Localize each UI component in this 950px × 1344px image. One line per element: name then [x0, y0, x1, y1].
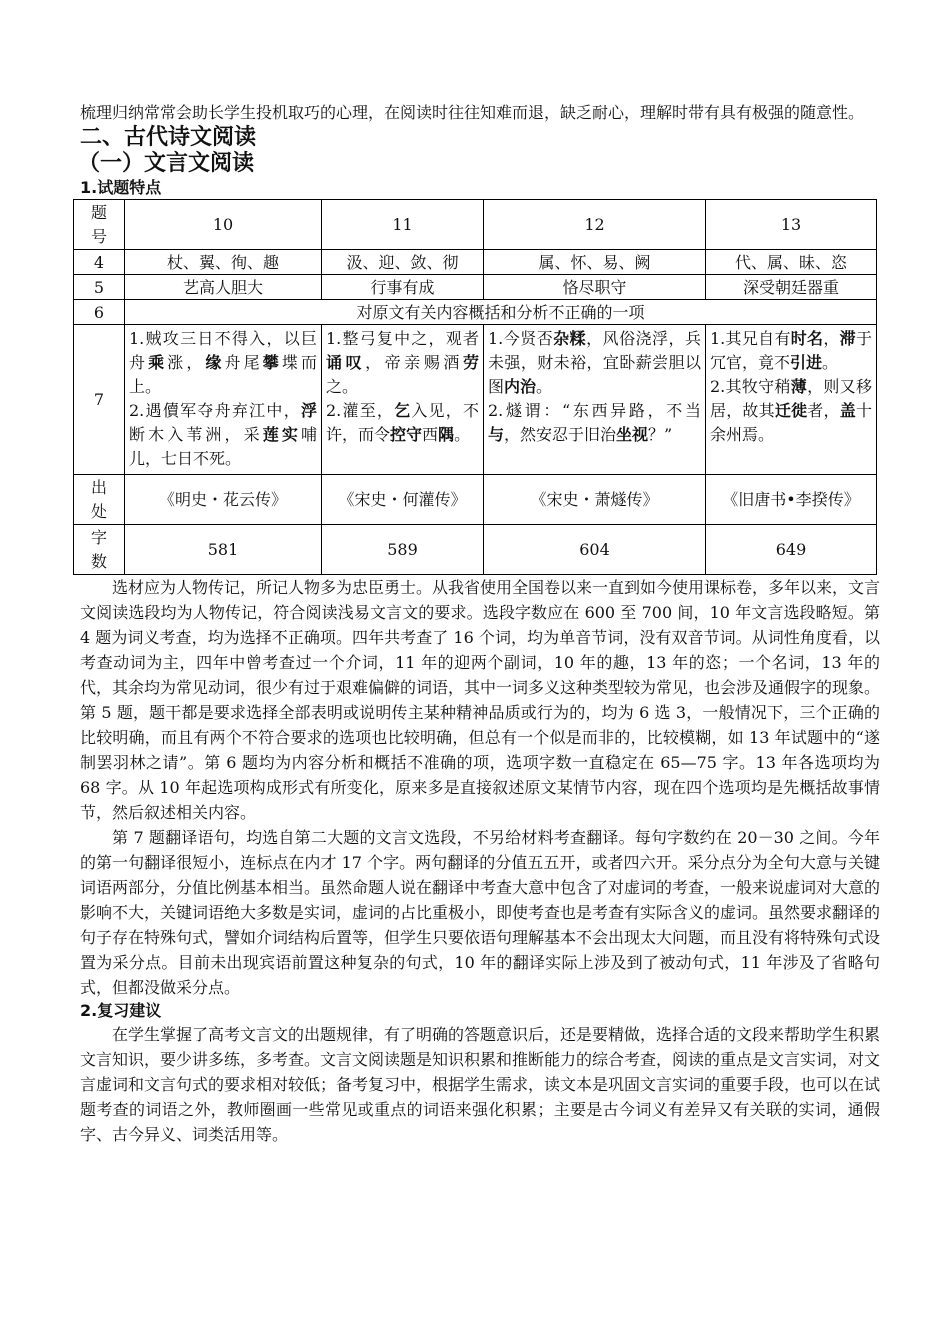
column-header: 11 — [322, 200, 484, 250]
header-label-cell — [74, 200, 125, 250]
section-title: 二、古代诗文阅读 — [80, 125, 257, 150]
table-cell: 《宋史・何灌传》 — [322, 475, 484, 525]
heading-suggestions: 2.复习建议 — [80, 1001, 162, 1020]
table-cell: 604 — [484, 525, 706, 575]
row-label: 4 — [74, 250, 125, 275]
subsection-title: （一）文言文阅读 — [78, 151, 255, 176]
body-paragraph: 在学生掌握了高考文言文的出题规律，有了明确的答题意识后，还是要精做，选择合适的文段来帮助学生积累文言知识，要少讲多练，多考查。文言文阅读题是知识积累和推断能力的综合考查，阅读的重点是文言实词，对文言虚词和文言句式的要求相对较低；备考复习中，根据学生需求，读文本是巩固文言实词的重要手段，也可以在试题考查的词语之外，教师圈画一些常见或重点的词语来强化积累；主要是古今词义有差异又有关联的实词，通假字、古今异义、词类活用等。 — [80, 1025, 881, 1144]
bold-keyword: 诵叹 — [326, 353, 366, 372]
table-cell: 《旧唐书•李揆传》 — [706, 475, 877, 525]
table-row-header — [74, 200, 877, 250]
table-cell: 艺高人胆大 — [125, 275, 322, 300]
bold-keyword: 时名 — [790, 329, 824, 348]
table-cell: 《宋史・萧燧传》 — [484, 475, 706, 525]
count-label: 字 数 — [90, 527, 107, 571]
table-row-5 — [74, 275, 877, 300]
exam-features-table — [73, 199, 877, 575]
bold-keyword: 缘 — [205, 353, 225, 372]
table-cell: 深受朝廷器重 — [706, 275, 877, 300]
column-header: 10 — [125, 200, 322, 250]
translation-cell: 1.整弓复中之，观者诵叹，帝亲赐酒劳之。 2.灌至，乞入见，不许，而令控守西隅。 — [322, 325, 484, 475]
table-cell: 行事有成 — [322, 275, 484, 300]
bold-keyword: 迁徙 — [774, 401, 808, 420]
table-row-7 — [74, 325, 877, 475]
bold-keyword: 乘 — [148, 353, 168, 372]
table-cell: 《明史・花云传》 — [125, 475, 322, 525]
table-row-6 — [74, 300, 877, 325]
source-label-cell — [74, 475, 125, 525]
bold-keyword: 坐视 — [616, 425, 649, 444]
column-header: 12 — [484, 200, 706, 250]
bold-keyword: 盖 — [839, 401, 856, 420]
row-label: 7 — [74, 325, 125, 475]
translation-cell: 1.其兄自有时名，滞于冗官，竟不引进。 2.其牧守稍薄，则又移居，故其迁徙者，盖十余州焉。 — [706, 325, 877, 475]
table-cell: 581 — [125, 525, 322, 575]
body-paragraph: 第 7 题翻译语句，均选自第二大题的文言文选段，不另给材料考查翻译。每句字数约在 20－30 之间。今年的第一句翻译很短小，连标点在内才 17 个字。两句翻译的分值五五开，或者四六开。采分点分为全句大意与关键词语两部分，分值比例基本相当。虽然命题人说在翻译中考查大意中包含了对虚词的考查，一般来说虚词对大意的影响不大，关键词语绝大多数是实词，虚词的占比重极小，即使考查也是考查有实际含义的虚词。虽然要求翻译的句子存在特殊句式，譬如介词结构后置等，但学生只要依语句理解基本不会出现太大问题，而且没有将特殊句式设置为采分点。目前未出现宾语前置这种复杂的句式，10 年的翻译实际上涉及到了被动句式，11 年涉及了省略句式，但都没做采分点。 — [80, 828, 881, 997]
table-cell: 代、属、昧、恣 — [706, 250, 877, 275]
bold-keyword: 莲实 — [262, 425, 301, 444]
heading-features: 1.试题特点 — [80, 178, 162, 197]
bold-keyword: 控守 — [390, 425, 423, 444]
bold-keyword: 薄 — [790, 377, 808, 396]
bold-keyword: 隅 — [438, 425, 455, 444]
bold-keyword: 乞 — [394, 401, 412, 420]
row-label: 6 — [74, 300, 125, 325]
header-label: 题 号 — [90, 202, 107, 246]
bold-keyword: 引进 — [790, 353, 823, 372]
intro-paragraph: 梳理归纳常常会助长学生投机取巧的心理，在阅读时往往知难而退，缺乏耐心，理解时带有具有极强的随意性。 — [80, 103, 865, 122]
document-page — [80, 100, 880, 1147]
table-row-count — [74, 525, 877, 575]
bold-keyword: 杂糅 — [553, 329, 587, 348]
bold-keyword: 内治 — [504, 377, 537, 396]
row-label: 5 — [74, 275, 125, 300]
table-cell: 649 — [706, 525, 877, 575]
translation-cell: 1.贼攻三日不得入，以巨舟乘涨，缘舟尾攀堞而上。 2.遇儥军夺舟弃江中，浮断木入苇洲，采莲实哺儿，七日不死。 — [125, 325, 322, 475]
bold-keyword: 劳 — [462, 353, 479, 372]
translation-cell: 1.今贤否杂糅，风俗浇浮，兵未强，财未裕，宜卧薪尝胆以图内治。 2.燧谓：“东西异路，不当与，然安忍于旧治坐视？” — [484, 325, 706, 475]
table-cell: 恪尽职守 — [484, 275, 706, 300]
body-paragraph: 选材应为人物传记，所记人物多为忠臣勇士。从我省使用全国卷以来一直到如今使用课标卷，多年以来，文言文阅读选段均为人物传记，符合阅读浅易文言文的要求。选段字数应在 600 至 700 间，10 年文言选段略短。第 4 题为词义考查，均为选择不正确项。四年共考查了 16 个词，均为单音节词，没有双音节词。从词性角度看，以考查动词为主，四年中曾考查过一个介词，11 年的迎两个副词，10 年的趣，13 年的恣；一个名词，13 年的代，其余均为常见动词，很少有过于艰难偏僻的词语，其中一词多义这种类型较为常见，也会涉及通假字的现象。第 5 题，题干都是要求选择全部表明或说明传主某种精神品质或行为的，均为 6 选 3，一般情况下，三个正确的比较明确，而且有两个不符合要求的选项也比较明确，但总有一个似是而非的，比较模糊，如 13 年试题中的“遂制罢羽林之请”。第 6 题均为内容分析和概括不准确的项，选项字数一直稳定在 65—75 字。13 年各选项均为 68 字。从 10 年起选项构成形式有所变化，原来多是直接叙述原文某情节内容，现在四个选项均是先概括故事情节，然后叙述相关内容。 — [80, 578, 881, 822]
table-row-source — [74, 475, 877, 525]
table-row-4 — [74, 250, 877, 275]
count-label-cell — [74, 525, 125, 575]
bold-keyword: 攀 — [262, 353, 282, 372]
bold-keyword: 浮 — [300, 401, 317, 420]
bold-keyword: 与 — [488, 425, 505, 444]
table-cell: 589 — [322, 525, 484, 575]
table-cell: 汲、迎、敛、彻 — [322, 250, 484, 275]
source-label: 出 处 — [90, 477, 107, 521]
table-cell-merged: 对原文有关内容概括和分析不正确的一项 — [125, 300, 877, 325]
table-cell: 杖、翼、徇、趣 — [125, 250, 322, 275]
column-header: 13 — [706, 200, 877, 250]
table-cell: 属、怀、易、阙 — [484, 250, 706, 275]
bold-keyword: 滞 — [839, 329, 856, 348]
